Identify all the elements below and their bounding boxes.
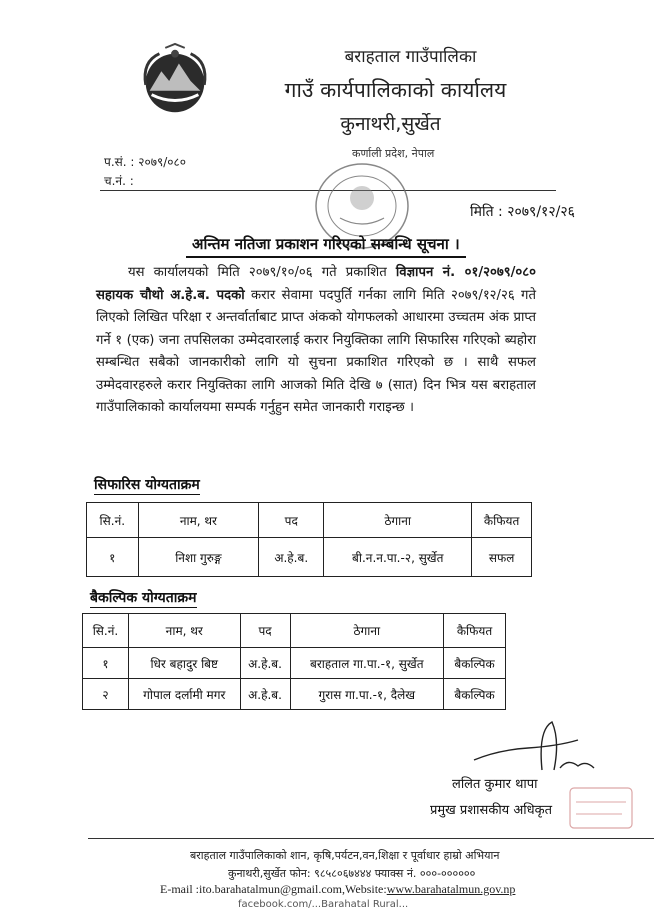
cell-address: गुरास गा.पा.-१, दैलेख: [290, 679, 444, 710]
table-row: [83, 679, 506, 710]
body-part1: यस कार्यालयको मिति २०७९/१०/०६ गते प्रकाशित: [128, 265, 396, 280]
alternative-table: [82, 613, 506, 710]
cell-remarks: बैकल्पिक: [444, 679, 506, 710]
recommended-list-title: सिफारिस योग्यताक्रम: [94, 477, 200, 493]
table-header-row: [87, 503, 532, 538]
body-part2: करार सेवामा पदपुर्ति गर्नका लागि मिति २०७९/१२/२६ गते लिएको लिखित परिक्षा र अन्तर्वार्ताबाट प्राप्त अंकको योगफलको आधारमा उच्चतम अंक प्राप्त गर्ने १ (एक) जना तपसिलका उम्मेदवारलाई करार नियुक्तिका लागि सिफारिस गरिएको ब्यहोरा सम्बन्धित सबैको जानकारीको लागि यो सुचना प्रकाशित गरिएको छ । साथै सफल उम्मेदवारहरुले करार नियुक्तिका लागि आजको मिति देखि ७ (सात) दिन भित्र यस बराहताल गाउँपालिकाको कार्यालयमा सम्पर्क गर्नुहुन समेत जानकारी गराइन्छ ।: [96, 287, 536, 415]
col-post: पद: [240, 614, 290, 648]
col-post: पद: [259, 503, 324, 538]
footer-contact: कुनाथरी,सुर्खेत फोन: ९८५८०६७४४४ फ्याक्स नं. ०००-००००००: [228, 867, 476, 880]
col-remarks: कैफियत: [444, 614, 506, 648]
dispatch-number: च.नं. :: [104, 174, 134, 188]
notice-title: अन्तिम नतिजा प्रकाशन गरिएको सम्बन्धि सूचना ।: [186, 232, 466, 258]
cell-post: अ.हे.ब.: [259, 538, 324, 577]
reference-number: प.सं. : २०७९/०८०: [104, 155, 186, 169]
footer-divider: [88, 838, 654, 839]
table-row: [83, 648, 506, 679]
col-serial: सि.नं.: [83, 614, 129, 648]
table-row: [87, 538, 532, 577]
cell-name: निशा गुरुङ्ग: [138, 538, 259, 577]
footer-email-website: [160, 882, 515, 897]
col-address: ठेगाना: [324, 503, 472, 538]
website-link[interactable]: www.barahatalmun.gov.np: [386, 882, 516, 896]
cell-name: गोपाल दर्लामी मगर: [128, 679, 240, 710]
office-name-line2: गाउँ कार्यपालिकाको कार्यालय: [284, 78, 507, 102]
footer-email: E-mail :ito.barahatalmun@gmail.com,Website:: [160, 882, 387, 896]
cell-remarks: सफल: [472, 538, 532, 577]
notice-body: [96, 262, 536, 420]
signatory-name: ललित कुमार थापा: [452, 777, 538, 792]
cell-serial: १: [87, 538, 139, 577]
signatory-designation: प्रमुख प्रशासकीय अधिकृत: [430, 803, 553, 818]
cell-address: बी.न.न.पा.-२, सुर्खेत: [324, 538, 472, 577]
col-serial: सि.नं.: [87, 503, 139, 538]
cell-post: अ.हे.ब.: [240, 648, 290, 679]
footer-slogan: बराहताल गाउँपालिकाको शान, कृषि,पर्यटन,वन,शिक्षा र पूर्वाधार हाम्रो अभियान: [190, 849, 500, 862]
office-location: कुनाथरी,सुर्खेत: [340, 113, 441, 135]
cell-serial: १: [83, 648, 129, 679]
alternative-list-title: बैकल्पिक योग्यताक्रम: [90, 590, 197, 606]
footer-facebook[interactable]: facebook.com/...Barahatal Rural...: [238, 899, 409, 910]
officer-stamp-icon: [566, 780, 636, 836]
cell-post: अ.हे.ब.: [240, 679, 290, 710]
cell-remarks: बैकल्पिक: [444, 648, 506, 679]
col-name: नाम, थर: [128, 614, 240, 648]
col-name: नाम, थर: [138, 503, 259, 538]
cell-address: बराहताल गा.पा.-१, सुर्खेत: [290, 648, 444, 679]
office-address: कर्णाली प्रदेश, नेपाल: [352, 147, 435, 160]
notice-date: मिति : २०७९/१२/२६: [470, 204, 575, 220]
office-name-line1: बराहताल गाउँपालिका: [344, 47, 477, 67]
col-remarks: कैफियत: [472, 503, 532, 538]
cell-serial: २: [83, 679, 129, 710]
cell-name: धिर बहादुर बिष्ट: [128, 648, 240, 679]
recommended-table: [86, 502, 532, 577]
table-header-row: [83, 614, 506, 648]
col-address: ठेगाना: [290, 614, 444, 648]
body-advertisement-ref: विज्ञापन नं. ०१/२०७९/०८० सहायक चौथो अ.हे.ब. पदको: [96, 265, 536, 303]
